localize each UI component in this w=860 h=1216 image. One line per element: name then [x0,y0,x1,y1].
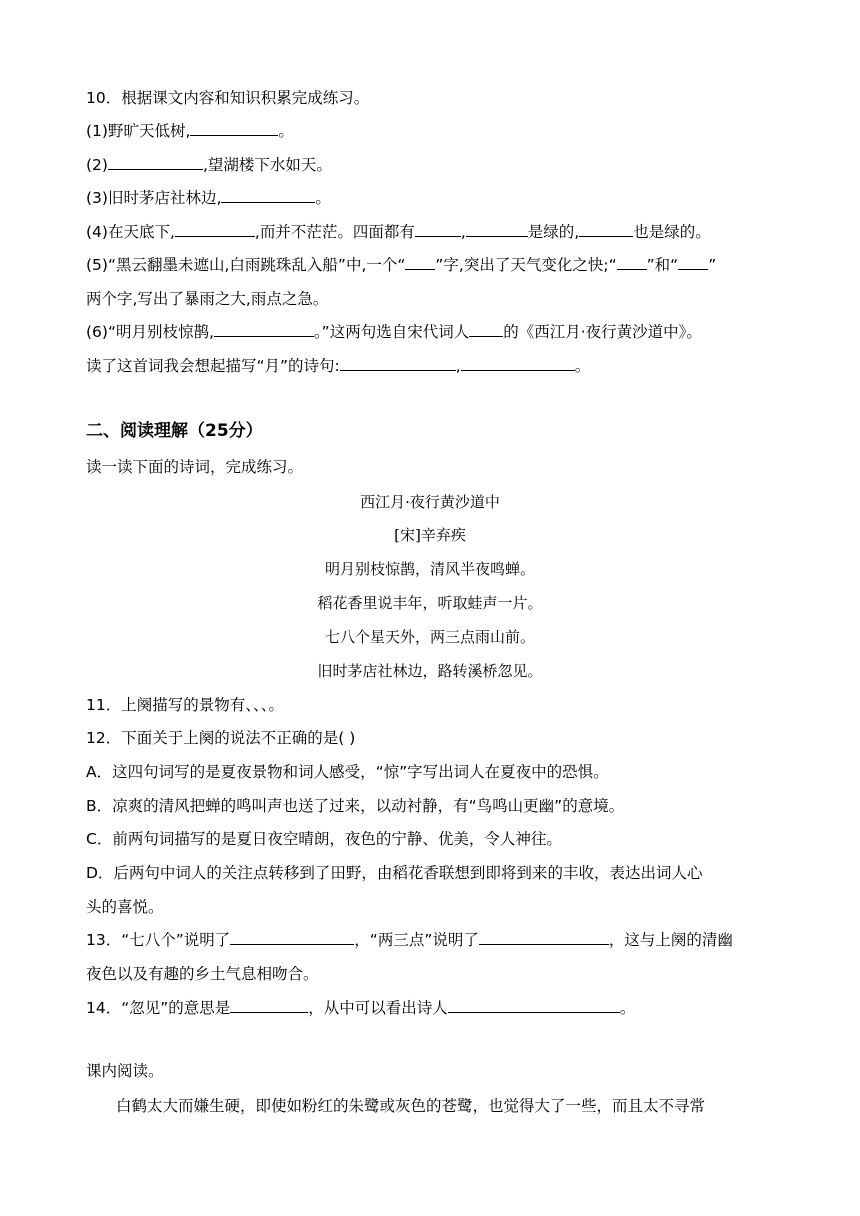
answer-blank[interactable] [214,322,314,337]
answer-blank[interactable] [415,222,461,237]
answer-blank[interactable] [469,322,503,337]
q10-item-5-cont: 两个字,写出了暴雨之大,雨点之急。 [86,290,329,308]
q10-1-text-b: 。 [278,122,294,140]
reading-label: 课内阅读。 [86,1062,164,1080]
q10-6-text-b: 。”这两句选自宋代词人 [313,323,470,341]
answer-blank[interactable] [579,222,633,237]
answer-blank[interactable] [466,222,528,237]
q10-item-3 [86,188,331,208]
q10-item-6 [86,322,702,342]
q10-4-text-e: 也是绿的。 [633,223,711,241]
q10-2-text-a: (2) [86,156,108,174]
q10-5-text-d: ” [708,256,717,274]
answer-blank[interactable] [190,121,278,136]
answer-blank[interactable] [175,222,255,237]
q10-6-text-a: (6)“明月别枝惊鹊, [86,323,214,341]
q14-text-c: 。 [619,999,636,1017]
poem-title: 西江月·夜行黄沙道中 [360,493,500,511]
q10-item-6-cont [86,356,590,376]
section-intro: 读一读下面的诗词，完成练习。 [86,458,304,476]
q10-6-text-c: 的《西江月·夜行黄沙道中》。 [503,323,702,341]
q10-4-text-c: , [460,223,466,241]
q10-item-5 [86,255,716,275]
q14-text-a: 14．“忽见”的意思是 [86,999,231,1017]
q10-item-1 [86,121,294,141]
poem-line: 旧时茅店社林边，路转溪桥忽见。 [317,662,543,680]
poem-line: 明月别枝惊鹊，清风半夜鸣蝉。 [324,560,535,578]
q13-text-c: ，这与上阕的清幽 [608,931,733,949]
reading-paragraph: 白鹤太大而嫌生硬，即使如粉红的朱鹭或灰色的苍鹭，也觉得大了一些，而且太不寻常 [116,1097,706,1115]
answer-blank[interactable] [461,356,575,371]
q14 [86,998,635,1018]
q10-1-text-a: (1)野旷天低树, [86,122,191,140]
q13-cont: 夜色以及有趣的乡土气息相吻合。 [86,965,319,983]
q10-6-text-d: 读了这首词我会想起描写“月”的诗句: [86,357,340,375]
answer-blank[interactable] [678,255,708,270]
answer-blank[interactable] [617,255,647,270]
q10-2-text-b: ,望湖楼下水如天。 [202,156,332,174]
answer-blank[interactable] [230,930,354,945]
q12-option-c[interactable]: C．前两句词描写的是夏日夜空晴朗，夜色的宁静、优美，令人神往。 [86,830,562,848]
answer-blank[interactable] [405,255,435,270]
q10-item-2 [86,155,332,175]
answer-blank[interactable] [221,188,315,203]
answer-blank[interactable] [479,930,609,945]
q12-option-d-cont: 头的喜悦。 [86,898,164,916]
answer-blank[interactable] [230,998,308,1013]
q13 [86,930,733,950]
q12-stem: 12．下面关于上阕的说法不正确的是( ) [86,729,356,747]
q10-5-text-b: ”字,突出了天气变化之快;“ [435,256,617,274]
q10-4-text-d: 是绿的, [527,223,580,241]
poem-author: [宋]辛弃疾 [394,526,466,544]
q10-item-4 [86,222,711,242]
answer-blank[interactable] [448,998,620,1013]
poem-line: 七八个星天外，两三点雨山前。 [324,628,535,646]
q10-3-text-b: 。 [315,189,331,207]
answer-blank[interactable] [340,356,456,371]
q10-5-text-a: (5)“黑云翻墨未遮山,白雨跳珠乱入船”中,一个“ [86,256,406,274]
q10-4-text-b: ,而并不茫茫。四面都有 [254,223,415,241]
answer-blank[interactable] [108,155,203,170]
q12-option-d[interactable]: D．后两句中词人的关注点转移到了田野，由稻花香联想到即将到来的丰收，表达出词人心 [86,864,703,882]
q12-option-b[interactable]: B．凉爽的清风把蝉的鸣叫声也送了过来，以动衬静，有“鸟鸣山更幽”的意境。 [86,797,625,815]
section-heading: 二、阅读理解（25分） [86,421,263,441]
q13-text-b: ，“两三点”说明了 [354,931,479,949]
q10-6-text-e: , [455,357,461,375]
q10-3-text-a: (3)旧时茅店社林边, [86,189,222,207]
q11: 11．上阕描写的景物有、、、。 [86,696,284,714]
q12-option-a[interactable]: A．这四句词写的是夏夜景物和词人感受，“惊”字写出词人在夏夜中的恐惧。 [86,763,609,781]
poem-line: 稻花香里说丰年，听取蛙声一片。 [317,594,543,612]
q10-title: 10．根据课文内容和知识积累完成练习。 [86,89,370,107]
q10-4-text-a: (4)在天底下, [86,223,175,241]
q13-text-a: 13．“七八个”说明了 [86,931,231,949]
q10-6-text-f: 。 [574,357,591,375]
q14-text-b: ，从中可以看出诗人 [308,999,448,1017]
q10-5-text-c: ”和“ [646,256,679,274]
